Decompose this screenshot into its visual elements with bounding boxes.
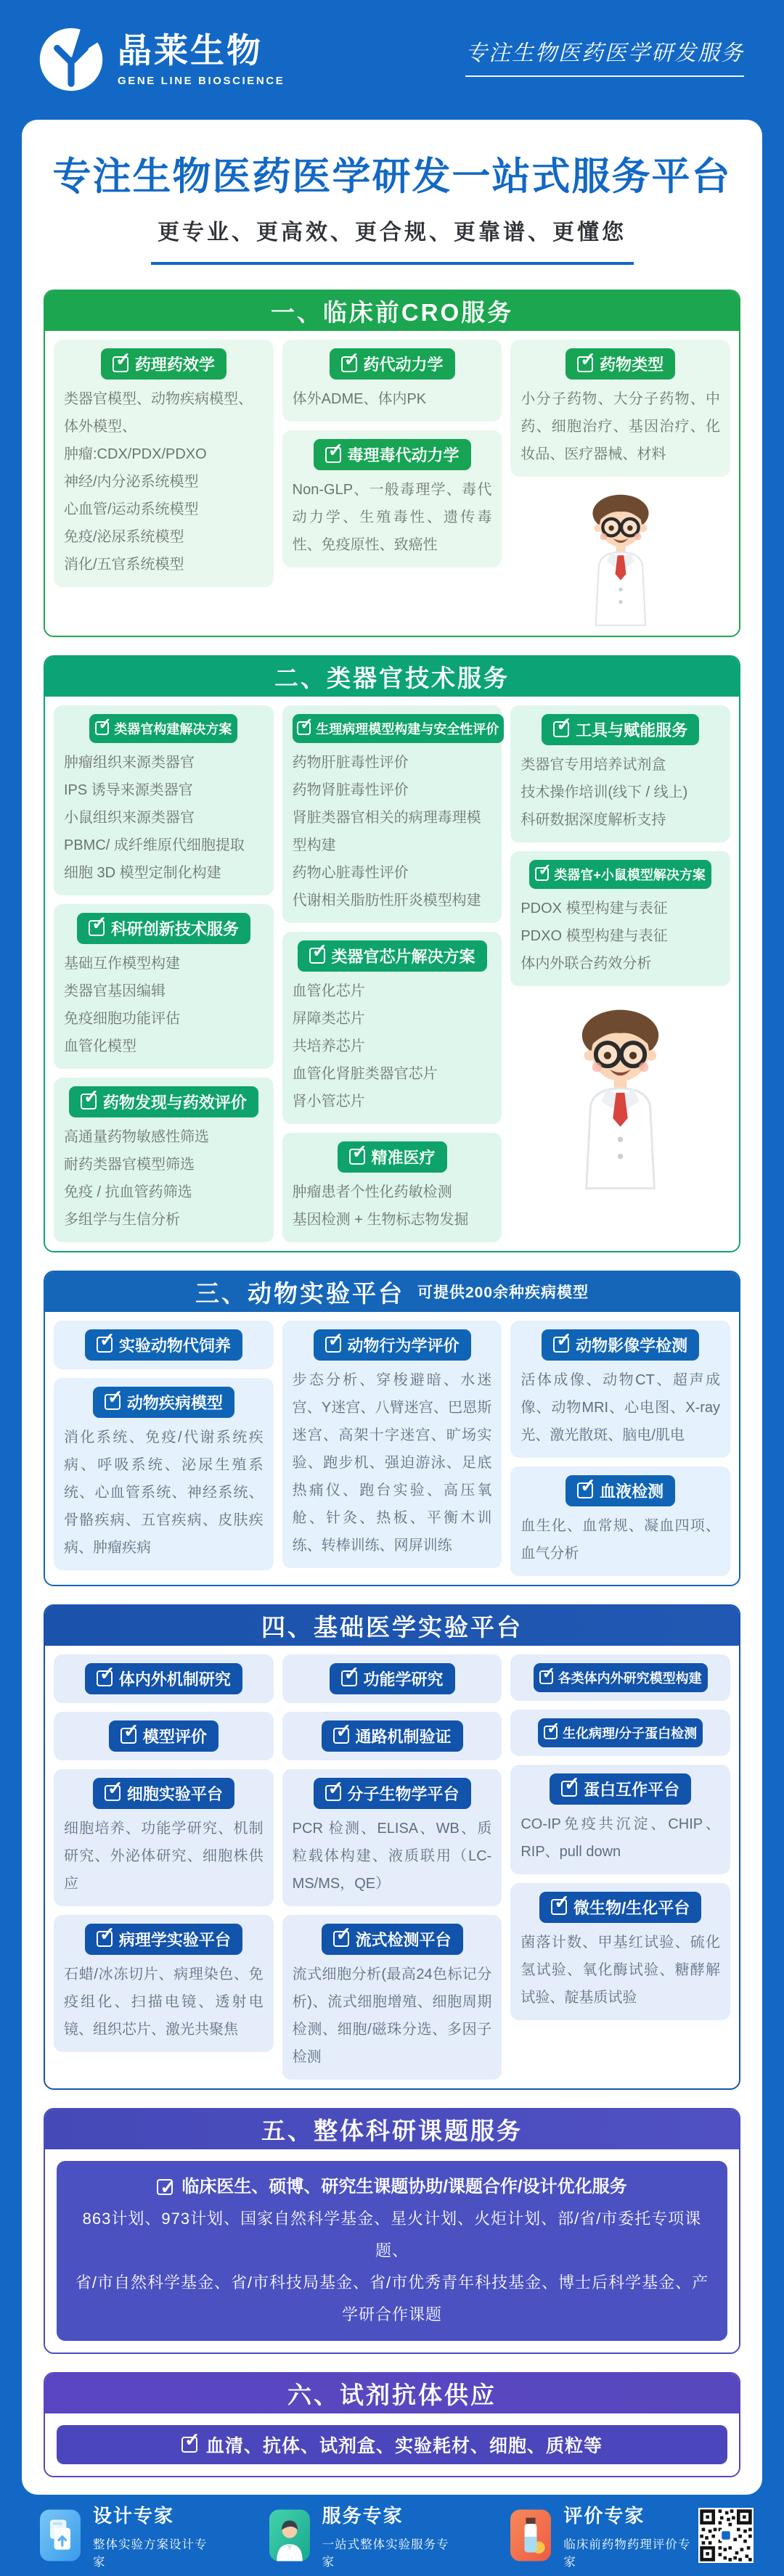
service-item: 药物心脏毒性评价: [292, 864, 409, 881]
project-service-line: ✓ 临床医生、硕博、研究生课题协助/课题合作/设计优化服务: [70, 2171, 714, 2203]
pharmacokinetics-box: [282, 340, 502, 422]
qr-code: [698, 2507, 754, 2564]
service-item: 类器官专用培养试剂盒: [520, 756, 666, 773]
section-1-col-3: [510, 340, 730, 627]
section-basic-medical: [44, 1604, 740, 2090]
functional-research-box: [282, 1654, 502, 1703]
service-item: 类器官模型、动物疾病模型、体外模型、: [64, 391, 253, 435]
check-icon: [333, 1728, 349, 1744]
service-item: 代谢相关脂肪性肝炎模型构建: [292, 892, 481, 908]
pathology-platform-box: [54, 1915, 274, 2052]
top-header: [0, 0, 784, 120]
research-model-box: [510, 1654, 730, 1701]
service-text: 菌落计数、甲基红试验、硫化氢试验、氧化酶试验、糖酵解试验、靛基质试验: [520, 1934, 721, 2006]
category-pill: ✓ 体内外机制研究: [85, 1663, 242, 1694]
research-innovation-box: [54, 904, 274, 1069]
section-4-title: 四、基础医学实验平台: [45, 1606, 739, 1646]
check-icon: [553, 1337, 569, 1353]
category-pill: ✓ 药物发现与药效评价: [69, 1086, 258, 1117]
service-item: PBMC/ 成纤维原代细胞提取: [64, 837, 245, 853]
service-item: 高通量药物敏感性筛选: [64, 1128, 209, 1145]
category-pill: ✓ 功能学研究: [330, 1663, 455, 1694]
check-icon: [341, 356, 357, 372]
section-preclinical-cro: [44, 290, 740, 637]
doctor-illustration: [546, 999, 695, 1191]
check-icon: [325, 1337, 341, 1353]
service-item: 体内外联合药效分析: [520, 955, 652, 972]
expert-evaluation: [510, 2501, 698, 2569]
expert-service: [269, 2501, 457, 2569]
section-1-col-2: [282, 340, 502, 567]
service-text: 血生化、血常规、凝血四项、血气分析: [520, 1517, 721, 1562]
service-item: 多组学与生信分析: [64, 1211, 180, 1228]
section-organoid: [44, 655, 740, 1252]
cell-platform-box: [54, 1769, 274, 1906]
page-footer: [0, 2495, 784, 2576]
project-funds-line: 省/市自然科学基金、省/市科技局基金、省/市优秀青年科技基金、博士后科学基金、产学研合作课题: [75, 2273, 709, 2323]
service-item: 细胞 3D 模型定制化构建: [64, 864, 221, 881]
service-text: 细胞培养、功能学研究、机制研究、外泌体研究、细胞株供应: [64, 1820, 264, 1892]
model-evaluation-box: [54, 1712, 274, 1760]
organoid-chip-box: [282, 932, 502, 1124]
logo-icon: [38, 26, 105, 93]
service-item: 消化/五官系统模型: [64, 557, 184, 573]
section-2-col-2: [282, 705, 502, 1242]
check-icon: [97, 1670, 113, 1686]
category-pill: ✓ 精准医疗: [338, 1141, 447, 1173]
category-pill: ✓ 病理学实验平台: [85, 1924, 242, 1955]
animal-behavior-box: [282, 1321, 502, 1568]
check-icon: [105, 1785, 121, 1801]
category-pill: ✓ 模型评价: [109, 1720, 219, 1752]
check-icon: [181, 2437, 197, 2453]
service-item: 神经/内分泌系统模型: [64, 474, 199, 490]
expert-desc: 一站式整体实验服务专家: [322, 2538, 449, 2569]
category-pill: ✓ 细胞实验平台: [93, 1778, 234, 1809]
section-2-title: 二、类器官技术服务: [45, 657, 739, 697]
category-pill: ✓ 科研创新技术服务: [77, 913, 250, 944]
check-icon: [89, 920, 105, 936]
section-5-title: 五、整体科研课题服务: [45, 2109, 739, 2149]
section-research-project: [44, 2108, 740, 2354]
expert-title: 评价专家: [563, 2504, 645, 2527]
category-pill: ✓ 分子生物学平台: [314, 1778, 471, 1809]
category-pill: ✓ 生理病理模型构建与安全性评价: [293, 714, 504, 743]
service-text: 消化系统、免疫/代谢系统疾病、呼吸系统、泌尿生殖系统、心血管系统、神经系统、骨骼疾病、五官疾病、皮肤疾病、肿瘤疾病: [64, 1429, 264, 1556]
service-item: 血管化模型: [64, 1038, 136, 1054]
organoid-mouse-model-box: [510, 851, 730, 986]
section-3-col-3: [510, 1321, 730, 1576]
check-icon: [577, 1482, 593, 1498]
service-text: 石蜡/冰冻切片、病理染色、免疫组化、扫描电镜、透射电镜、组织芯片、激光共聚焦: [64, 1966, 264, 2038]
section-3-col-1: [54, 1321, 274, 1570]
category-pill: ✓ 生化病理/分子蛋白检测: [538, 1718, 703, 1747]
mechanism-research-box: [54, 1654, 274, 1703]
check-icon: [97, 1337, 113, 1353]
reagent-supply-bar: ✓ 血清、抗体、试剂盒、实验耗材、细胞、质粒等: [57, 2425, 727, 2464]
section-4-col-3: [510, 1654, 730, 2020]
check-icon: [325, 1785, 341, 1801]
check-icon: [157, 2179, 173, 2195]
category-pill: ✓ 蛋白互作平台: [550, 1773, 691, 1805]
category-pill: ✓ 工具与赋能服务: [542, 714, 699, 745]
category-pill: ✓ 流式检测平台: [322, 1924, 463, 1955]
brand-name-en: GENE LINE BIOSCIENCE: [118, 74, 285, 87]
service-item: 肿瘤:CDX/PDX/PDXO: [64, 446, 207, 462]
protein-interaction-box: [510, 1765, 730, 1874]
service-item: 免疫细胞功能评估: [64, 1010, 180, 1027]
toxicology-box: [282, 430, 502, 567]
evaluation-expert-icon: [510, 2509, 551, 2561]
poster-card: [22, 120, 762, 2495]
drug-type-box: [510, 340, 730, 477]
service-text: CO-IP免疫共沉淀、CHIP、RIP、pull down: [520, 1816, 721, 1860]
section-animal-platform: [44, 1271, 740, 1586]
service-item: 心血管/运动系统模型: [64, 501, 199, 517]
check-icon: [553, 721, 569, 737]
section-2-col-1: [54, 705, 274, 1242]
service-text: 步态分析、穿梭避暗、水迷宫、Y迷宫、八臂迷宫、巴恩斯迷宫、高架十字迷宫、旷场实验、跑步机、强迫游泳、足底热痛仪、跑台实验、高压氧舱、针灸、热板、平衡木训练、转棒训练、网屏训练: [292, 1371, 492, 1554]
category-pill: ✓ 药理药效学: [101, 348, 226, 380]
check-icon: [577, 356, 593, 372]
service-item: 类器官基因编辑: [64, 983, 166, 999]
service-item: 药物肝脏毒性评价: [292, 754, 409, 771]
animal-disease-model-box: [54, 1378, 274, 1570]
drug-discovery-box: [54, 1078, 274, 1242]
expert-title: 设计专家: [93, 2504, 175, 2527]
service-item: 共培养芯片: [292, 1038, 365, 1054]
service-item: 基因检测 + 生物标志物发掘: [292, 1211, 469, 1228]
research-project-box: [57, 2161, 727, 2341]
category-pill: ✓ 各类体内外研究模型构建: [534, 1663, 708, 1692]
section-6-title: 六、试剂抗体供应: [45, 2374, 739, 2413]
check-icon: [95, 721, 109, 735]
precision-medicine-box: [282, 1133, 502, 1242]
check-icon: [544, 1726, 558, 1739]
check-icon: [325, 447, 341, 463]
service-item: 基础互作模型构建: [64, 955, 180, 972]
check-icon: [97, 1931, 113, 1947]
service-item: PDXO 模型构建与表征: [520, 927, 668, 944]
check-icon: [297, 721, 311, 735]
category-pill: ✓ 毒理毒代动力学: [314, 439, 471, 470]
section-1-col-1: [54, 340, 274, 587]
expert-desc: 整体实验方案设计专家: [93, 2538, 208, 2569]
category-pill: ✓ 动物行为学评价: [314, 1329, 471, 1361]
service-item: 肾小管芯片: [292, 1093, 365, 1109]
section-4-col-1: [54, 1654, 274, 2052]
expert-design: [40, 2501, 216, 2569]
pharmacology-box: [54, 340, 274, 587]
tools-enablement-box: [510, 705, 730, 842]
animal-imaging-box: [510, 1321, 730, 1458]
category-pill: ✓ 药代动力学: [330, 348, 455, 380]
check-icon: [535, 867, 549, 881]
category-pill: ✓ 类器官芯片解决方案: [298, 940, 487, 972]
check-icon: [333, 1931, 349, 1947]
header-slogan: 专注生物医药医学研发服务: [465, 35, 744, 77]
doctor-illustration: [566, 487, 675, 627]
molecular-biology-box: [282, 1769, 502, 1906]
service-text: 体外ADME、体内PK: [292, 391, 427, 407]
service-item: 技术操作培训(线下 / 线上): [520, 784, 688, 800]
category-pill: ✓ 药物类型: [565, 348, 675, 380]
service-text: 活体成像、动物CT、超声成像、动物MRI、心电图、X-ray光、激光散斑、脑电/肌电: [520, 1371, 721, 1443]
check-icon: [113, 356, 128, 372]
service-item: 免疫 / 抗血管药筛选: [64, 1184, 192, 1200]
microbiology-platform-box: [510, 1883, 730, 2020]
project-funds-line: 863计划、973计划、国家自然科学基金、星火计划、火炬计划、部/省/市委托专项课题、: [82, 2209, 702, 2260]
check-icon: [341, 1670, 357, 1686]
category-pill: ✓ 动物影像学检测: [542, 1329, 699, 1361]
category-pill: ✓ 类器官+小鼠模型解决方案: [529, 860, 711, 889]
check-icon: [309, 948, 325, 964]
category-pill: ✓ 通路机制验证: [322, 1720, 463, 1752]
section-4-col-2: [282, 1654, 502, 2080]
pathway-validation-box: [282, 1712, 502, 1760]
service-item: 肿瘤组织来源类器官: [64, 754, 195, 771]
service-text: 小分子药物、大分子药物、中药、细胞治疗、基因治疗、化妆品、医疗器械、材料: [520, 391, 721, 462]
patho-model-safety-box: [282, 705, 502, 923]
service-item: 肾脏类器官相关的病理毒理模型构建: [292, 809, 481, 853]
category-pill: ✓ 动物疾病模型: [93, 1387, 234, 1418]
check-icon: [105, 1394, 121, 1410]
check-icon: [81, 1094, 97, 1109]
check-icon: [121, 1728, 136, 1744]
service-item: 科研数据深度解析支持: [520, 811, 666, 828]
organoid-construction-box: [54, 705, 274, 895]
service-item: 屏障类芯片: [292, 1010, 365, 1027]
service-text: Non-GLP、一般毒理学、毒代动力学、生殖毒性、遗传毒性、免疫原性、致癌性: [292, 482, 492, 553]
page-subtitle: 更专业、更高效、更合规、更靠谱、更懂您: [158, 221, 626, 245]
service-item: 血管化芯片: [292, 983, 365, 999]
section-reagent-antibody: [44, 2372, 740, 2477]
section-3-badge: 可提供200余种疾病模型: [417, 1284, 589, 1302]
design-expert-icon: [40, 2509, 81, 2561]
service-item: 肿瘤患者个性化药敏检测: [292, 1184, 452, 1200]
service-expert-icon: [269, 2509, 310, 2561]
animal-boarding-box: [54, 1321, 274, 1369]
brand-name: 晶莱生物: [118, 31, 263, 70]
expert-desc: 临床前药物药理评价专家: [563, 2538, 691, 2569]
brand-logo: [38, 26, 285, 93]
service-text: 流式细胞分析(最高24色标记分析)、流式细胞增殖、细胞周期检测、细胞/磁珠分选、多因子检测: [292, 1966, 492, 2065]
title-divider: [151, 262, 634, 265]
service-item: 药物肾脏毒性评价: [292, 782, 409, 798]
check-icon: [539, 1670, 553, 1684]
section-1-title: 一、临床前CRO服务: [45, 291, 739, 331]
section-3-col-2: [282, 1321, 502, 1568]
service-text: PCR 检测、ELISA、WB、质粒载体构建、液质联用（LC-MS/MS，QE）: [292, 1820, 492, 1892]
category-pill: ✓ 类器官构建解决方案: [89, 714, 237, 743]
service-item: 耐药类器官模型筛选: [64, 1156, 195, 1173]
check-icon: [561, 1781, 577, 1797]
page-title: 专注生物医药医学研发一站式服务平台: [52, 155, 732, 198]
service-item: 血管化肾脏类器官芯片: [292, 1065, 438, 1082]
category-pill: ✓ 实验动物代饲养: [85, 1329, 242, 1361]
service-item: 小鼠组织来源类器官: [64, 809, 195, 826]
section-3-title: 三、动物实验平台 可提供200余种疾病模型: [45, 1272, 739, 1312]
check-icon: [349, 1149, 365, 1165]
service-item: IPS 诱导来源类器官: [64, 782, 193, 798]
check-icon: [551, 1899, 567, 1915]
section-2-col-3: [510, 705, 730, 1191]
service-item: PDOX 模型构建与表征: [520, 900, 668, 916]
flow-cytometry-box: [282, 1915, 502, 2080]
service-item: 免疫/泌尿系统模型: [64, 529, 184, 545]
biochem-protein-detection-box: [510, 1710, 730, 1756]
blood-test-box: [510, 1467, 730, 1576]
category-pill: ✓ 血液检测: [565, 1475, 675, 1506]
category-pill: ✓ 微生物/生化平台: [539, 1892, 701, 1923]
expert-title: 服务专家: [322, 2504, 404, 2527]
